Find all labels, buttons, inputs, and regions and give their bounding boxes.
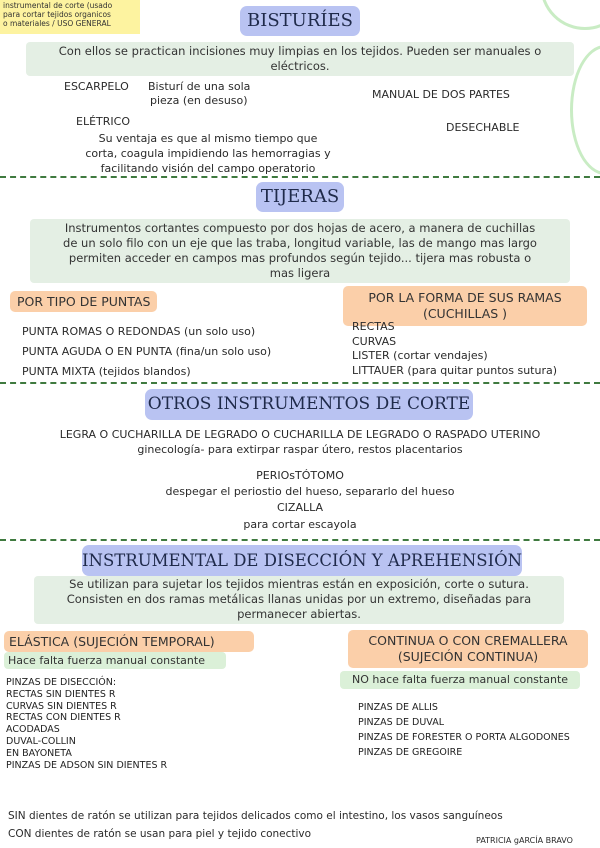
list-item: DUVAL-COLLIN (6, 735, 76, 747)
list-item: PINZAS DE FORESTER O PORTA ALGODONES (358, 732, 570, 743)
tijeras-title: TIJERAS (256, 182, 344, 212)
electrico-label: ELÉTRICO (76, 115, 130, 128)
elastica-title: ELÁSTICA (SUJECIÓN TEMPORAL) (4, 631, 254, 652)
puntas-list (22, 322, 271, 382)
elastica-note: Hace falta fuerza manual constante (4, 652, 226, 669)
list-item: EN BAYONETA (6, 747, 72, 759)
bisturies-title: BISTURÍES (240, 6, 360, 36)
list-item: PINZAS DE GREGOIRE (358, 747, 463, 758)
manual-dos-partes: MANUAL DE DOS PARTES (372, 88, 510, 101)
author-credit: PATRICIA gARCÍA BRAVO (476, 836, 573, 845)
list-item: CURVAS SIN DIENTES R (6, 700, 117, 712)
description-line: Consisten en dos ramas metálicas llanas unidas por un extremo, diseñadas para (66, 592, 532, 606)
description-line: de un solo filo con un eje que las traba, longitud variable, las de mango mas largo (63, 236, 537, 250)
list-item: PINZAS DE DUVAL (358, 717, 444, 728)
list-item: CURVAS (352, 334, 397, 348)
periostotomo-label: PERIOsTÓTOMO (256, 469, 344, 482)
section-divider (0, 539, 600, 541)
description-line: Instrumentos cortantes compuesto por dos hojas de acero, a manera de cuchillas (64, 221, 536, 235)
description-line: Se utilizan para sujetar los tejidos mientras están en exposición, corte o sutura. (69, 577, 529, 591)
pinzas-continua-list (358, 700, 570, 760)
sticky-note (0, 0, 140, 34)
bisturies-description (26, 42, 574, 76)
list-item: PINZAS DE ALLIS (358, 702, 438, 713)
continua-note: NO hace falta fuerza manual constante (340, 671, 580, 689)
list-item: RECTAS SIN DIENTES R (6, 688, 116, 700)
list-item: PUNTA ROMAS O REDONDAS (un solo uso) (22, 325, 256, 338)
diseccion-title: INSTRUMENTAL DE DISECCIÓN Y APREHENSIÓN (82, 545, 522, 576)
escarpelo-label: ESCARPELO (64, 80, 129, 93)
decorative-circle-top (540, 0, 600, 30)
sticky-note-line: o materiales / USO GENERAL (3, 19, 111, 28)
sticky-note-line: instrumental de corte (usado (3, 1, 113, 10)
desechable: DESECHABLE (446, 121, 520, 134)
list-item: LITTAUER (para quitar puntos sutura) (352, 363, 558, 377)
list-item: ACODADAS (6, 724, 60, 736)
section-divider (0, 176, 600, 178)
puntas-title: POR TIPO DE PUNTAS (10, 291, 157, 312)
cizalla-label: CIZALLA (276, 501, 324, 514)
description-line: mas ligera (269, 266, 331, 280)
diseccion-description (34, 576, 564, 624)
electrico-description: Su ventaja es que al mismo tiempo que corta, coagula impidiendo las hemorragias y facilitando visión del campo operatorio (85, 132, 331, 175)
section-divider (0, 382, 600, 384)
ramas-list (352, 320, 557, 378)
legra-description: ginecología- para extirpar raspar útero, restos placentarios (137, 443, 463, 456)
legra-label: LEGRA O CUCHARILLA DE LEGRADO O CUCHARILLA DE LEGRADO O RASPADO UTERINO (59, 428, 541, 441)
description-line: eléctricos. (270, 59, 330, 73)
pinzas-diseccion-list (6, 677, 167, 771)
ramas-title: POR LA FORMA DE SUS RAMAS (CUCHILLAS ) (343, 286, 587, 326)
footer-con-dientes: CON dientes de ratón se usan para piel y tejido conectivo (8, 828, 312, 840)
list-item: PUNTA AGUDA O EN PUNTA (fina/un solo uso) (22, 345, 272, 358)
footer-sin-dientes: SIN dientes de ratón se utilizan para tejidos delicados como el intestino, los vasos sanguíneos (8, 810, 503, 822)
periostotomo-description: despegar el periostio del hueso, separarlo del hueso (165, 485, 455, 498)
tijeras-description (30, 219, 570, 283)
description-line: Con ellos se practican incisiones muy limpias en los tejidos. Pueden ser manuales o (58, 44, 542, 58)
list-item: LISTER (cortar vendajes) (352, 349, 488, 363)
otros-title: OTROS INSTRUMENTOS DE CORTE (145, 389, 473, 420)
escarpelo-description: Bisturí de una sola pieza (en desuso) (148, 80, 251, 107)
description-line: permiten acceder en campos mas profundos según tejido... tijera mas robusta o (68, 251, 532, 265)
list-item: RECTAS CON DIENTES R (6, 712, 121, 724)
list-item: PINZAS DE ADSON SIN DIENTES R (6, 759, 168, 771)
cizalla-description: para cortar escayola (243, 518, 357, 531)
decorative-circle-middle (570, 45, 600, 175)
continua-title: CONTINUA O CON CREMALLERA (SUJECIÓN CONTINUA) (348, 630, 588, 668)
list-item: RECTAS (352, 320, 395, 333)
list-item: PINZAS DE DISECCIÓN: (6, 677, 117, 688)
list-item: PUNTA MIXTA (tejidos blandos) (22, 365, 191, 378)
description-line: permanecer abiertas. (237, 607, 361, 621)
sticky-note-line: para cortar tejidos organicos (3, 10, 111, 19)
